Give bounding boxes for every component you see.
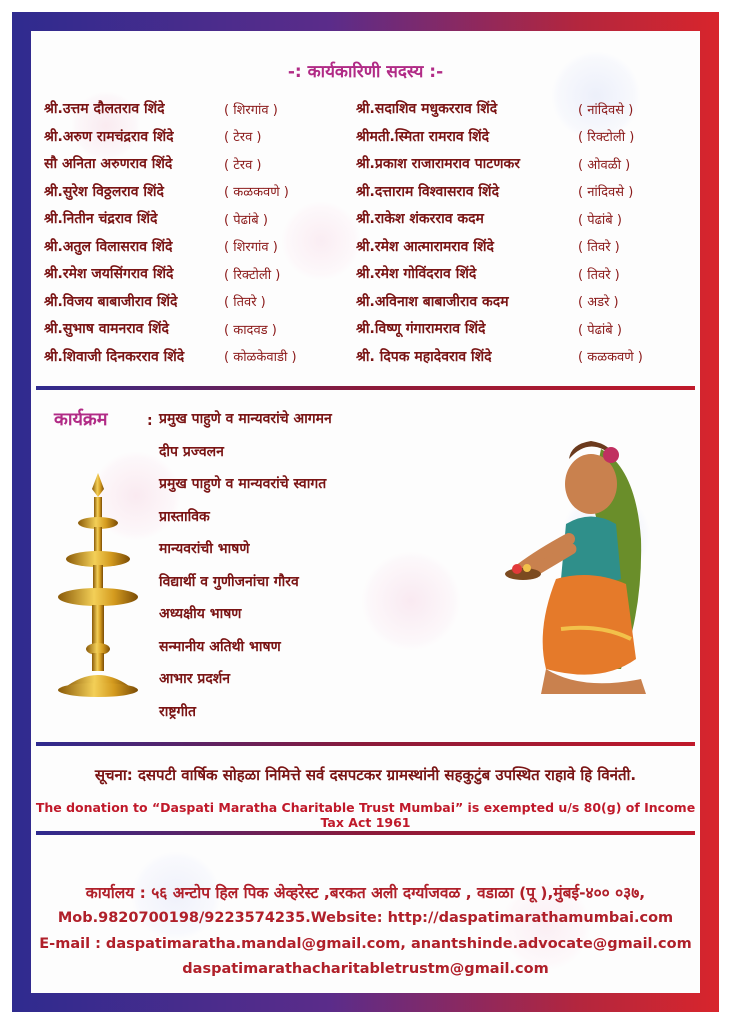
committee-title: -: कार्यकारिणी सदस्य :- <box>287 62 444 82</box>
notice-text: सूचना: दसपटी वार्षिक सोहळा निमित्ते सर्व दसपटकर ग्रामस्थांनी सहकुटुंब उपस्थित राहावे हि विनंती. <box>94 766 637 784</box>
member-row <box>44 150 694 178</box>
section-divider <box>36 386 695 390</box>
member-name: श्री.सदाशिव मधुकरराव शिंदे <box>356 101 498 118</box>
member-name: श्री.सुभाष वामनराव शिंदे <box>44 321 169 338</box>
section-divider <box>36 742 695 746</box>
poster-panel <box>31 31 700 993</box>
member-name: श्री.प्रकाश राजारामराव पाटणकर <box>356 156 520 173</box>
member-village: ( शिरगांव ) <box>224 240 278 256</box>
member-village: ( पेढांबे ) <box>578 212 622 228</box>
mobile-website: Mob.9820700198/9223574235.Website: http://daspatimarathamumbai.com <box>57 910 674 926</box>
program-item: प्रमुख पाहुणे व मान्यवरांचे स्वागत <box>159 476 327 492</box>
member-name: श्री.सुरेश विठ्ठलराव शिंदे <box>44 183 164 200</box>
member-village: ( तिवरे ) <box>578 267 620 283</box>
member-village: ( अडरे ) <box>578 295 619 311</box>
program-item: दीप प्रज्वलन <box>159 443 224 460</box>
member-village: ( कोळकेवाडी ) <box>224 350 297 366</box>
brass-lamp-illustration <box>55 471 141 701</box>
member-village: ( शिरगांव ) <box>224 102 278 118</box>
member-village: ( पेढांबे ) <box>224 212 268 228</box>
member-village: ( कळकवणे ) <box>578 350 643 366</box>
program-item: सन्मानीय अतिथी भाषण <box>159 638 281 655</box>
member-village: ( नांदिवसे ) <box>578 102 634 118</box>
member-name: श्री.शिवाजी दिनकरराव शिंदे <box>44 348 185 365</box>
member-row <box>44 178 694 206</box>
member-village: ( कळकवणे ) <box>224 185 289 201</box>
member-village: ( टेरव ) <box>224 157 262 173</box>
office-address: कार्यालय : ५६ अन्टोप हिल पिक अेव्हरेस्ट ,बरकत अली दर्ग्याजवळ , वडाळा (पू ),मुंबई-४०० ०३७, <box>85 884 646 902</box>
member-row <box>44 288 694 316</box>
section-divider <box>36 831 695 835</box>
member-name: श्री.रमेश गोविंदराव शिंदे <box>356 266 477 283</box>
member-name: श्री.रमेश आत्मारामराव शिंदे <box>356 238 494 255</box>
member-village: ( रिक्टोली ) <box>578 130 635 146</box>
member-village: ( रिक्टोली ) <box>224 267 281 283</box>
member-row <box>44 95 694 123</box>
member-village: ( कादवड ) <box>224 322 277 338</box>
member-village: ( ओवळी ) <box>578 157 631 173</box>
member-name: सौ अनिता अरुणराव शिंदे <box>44 156 173 173</box>
member-village: ( तिवरे ) <box>224 295 266 311</box>
program-item: प्रमुख पाहुणे व मान्यवरांचे आगमन <box>159 411 332 427</box>
program-item: आभार प्रदर्शन <box>159 671 231 687</box>
committee-members <box>44 95 694 370</box>
member-row <box>44 233 694 261</box>
donation-text: The donation to “Daspati Maratha Charitable Trust Mumbai” is exempted u/s 80(g) of Income Tax Act 1961 <box>35 800 696 830</box>
member-row <box>44 123 694 151</box>
member-name: श्री. दिपक महादेवराव शिंदे <box>356 348 492 365</box>
program-item: प्रास्ताविक <box>159 508 210 525</box>
program-heading: कार्यक्रम <box>54 409 108 430</box>
email-line: E-mail : daspatimaratha.mandal@gmail.com, anantshinde.advocate@gmail.com <box>39 936 692 952</box>
member-name: श्री.उत्तम दौलतराव शिंदे <box>44 101 165 118</box>
program-colon: : <box>147 413 153 429</box>
member-name: श्री.दत्ताराम विश्वासराव शिंदे <box>356 183 500 200</box>
member-row <box>44 205 694 233</box>
member-village: ( नांदिवसे ) <box>578 185 634 201</box>
woman-offering-illustration <box>451 429 671 699</box>
member-name: श्री.नितीन चंद्रराव शिंदे <box>44 211 158 228</box>
program-item: राष्ट्रगीत <box>159 703 197 720</box>
member-row <box>44 315 694 343</box>
program-item: विद्यार्थी व गुणीजनांचा गौरव <box>159 573 299 590</box>
member-row <box>44 343 694 371</box>
program-list <box>159 409 332 734</box>
member-name: श्रीमती.स्मिता रामराव शिंदे <box>356 128 490 145</box>
member-name: श्री.अतुल विलासराव शिंदे <box>44 238 173 255</box>
member-name: श्री.विष्णू गंगारामराव शिंदे <box>356 321 486 338</box>
member-row <box>44 260 694 288</box>
member-name: श्री.विजय बाबाजीराव शिंदे <box>44 293 178 310</box>
member-village: ( पेढांबे ) <box>578 322 622 338</box>
member-name: श्री.अरुण रामचंद्रराव शिंदे <box>44 128 174 145</box>
member-village: ( तिवरे ) <box>578 240 620 256</box>
member-name: श्री.रमेश जयसिंगराव शिंदे <box>44 266 174 283</box>
member-name: श्री.अविनाश बाबाजीराव कदम <box>356 293 509 310</box>
member-name: श्री.राकेश शंकरराव कदम <box>356 211 484 228</box>
email-line-2: daspatimarathacharitabletrustm@gmail.com <box>182 961 549 977</box>
program-item: अध्यक्षीय भाषण <box>159 606 242 622</box>
program-item: मान्यवरांची भाषणे <box>159 541 250 557</box>
member-village: ( टेरव ) <box>224 130 262 146</box>
